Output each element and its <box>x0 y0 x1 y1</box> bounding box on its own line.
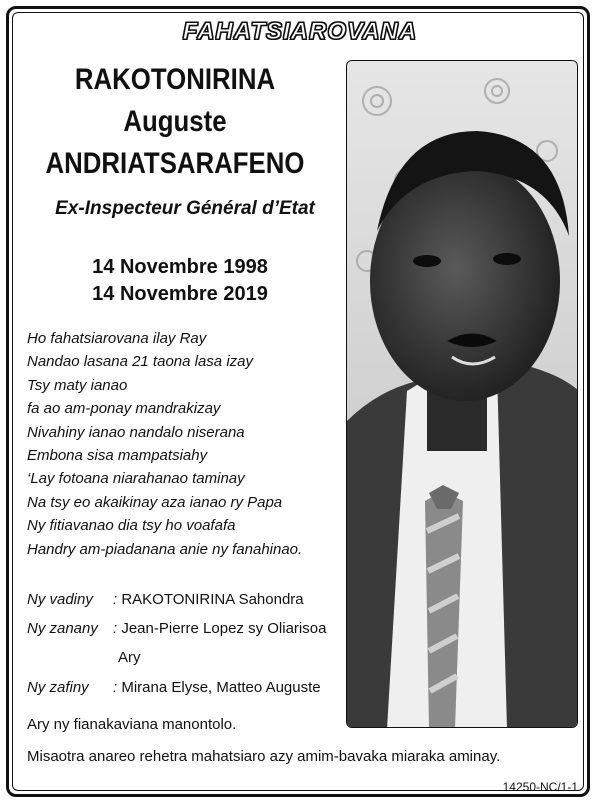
family-label: Ny zanany <box>27 620 98 637</box>
name-line-1: RAKOTONIRINA <box>74 63 276 96</box>
family-value: Jean-Pierre Lopez sy Oliarisoa <box>121 620 327 637</box>
poem-line: Ho fahatsiarovana ilay Ray <box>27 330 207 347</box>
poem-line: Embona sisa mampatsiahy <box>27 447 208 465</box>
date-anniversary: 14 Novembre 2019 <box>92 283 268 305</box>
poem <box>27 327 347 561</box>
reference-code: 14250-NC/1-1 <box>502 780 578 794</box>
family-label: Ny vadiny <box>27 591 93 608</box>
closing-thanks: Misaotra anareo rehetra mahatsiaro azy amim-bavaka miaraka aminay. <box>27 748 501 765</box>
portrait-photo <box>346 60 578 728</box>
poem-line: Tsy maty ianao <box>27 376 128 394</box>
family-value: Ary <box>118 649 141 666</box>
poem-line: Ny fitiavanao dia tsy ho voafafa <box>27 517 236 535</box>
name-line-2: Auguste <box>123 105 227 138</box>
family-row-grandchildren <box>27 678 321 698</box>
closing-family: Ary ny fianakaviana manontolo. <box>27 716 237 733</box>
role-title: Ex-Inspecteur Général d’Etat <box>55 198 315 219</box>
date-death: 14 Novembre 1998 <box>92 256 268 278</box>
family-label: Ny zafiny <box>27 679 89 696</box>
poem-line: Nivahiny ianao nandalo niserana <box>27 423 245 441</box>
poem-line: ‘Lay fotoana niarahanao taminay <box>27 470 245 488</box>
poem-line: Handry am-piadanana anie ny fanahinao. <box>27 540 303 558</box>
poem-line: Na tsy eo akaikinay aza ianao ry Papa <box>27 493 283 511</box>
poem-line: fa ao am-ponay mandrakizay <box>27 400 221 418</box>
family-value: Mirana Elyse, Matteo Auguste <box>121 679 321 696</box>
family-row-children <box>27 619 326 639</box>
family-row-continued <box>118 648 141 668</box>
family-row-spouse <box>27 590 304 610</box>
name-line-3: ANDRIATSARAFENO <box>45 147 305 180</box>
family-value: RAKOTONIRINA Sahondra <box>121 591 304 608</box>
family-separator: : <box>113 679 118 696</box>
family-separator: : <box>113 620 118 637</box>
page-title: FAHATSIAROVANA <box>182 18 418 45</box>
family-separator: : <box>113 591 118 608</box>
poem-line: Nandao lasana 21 taona lasa izay <box>27 353 253 371</box>
